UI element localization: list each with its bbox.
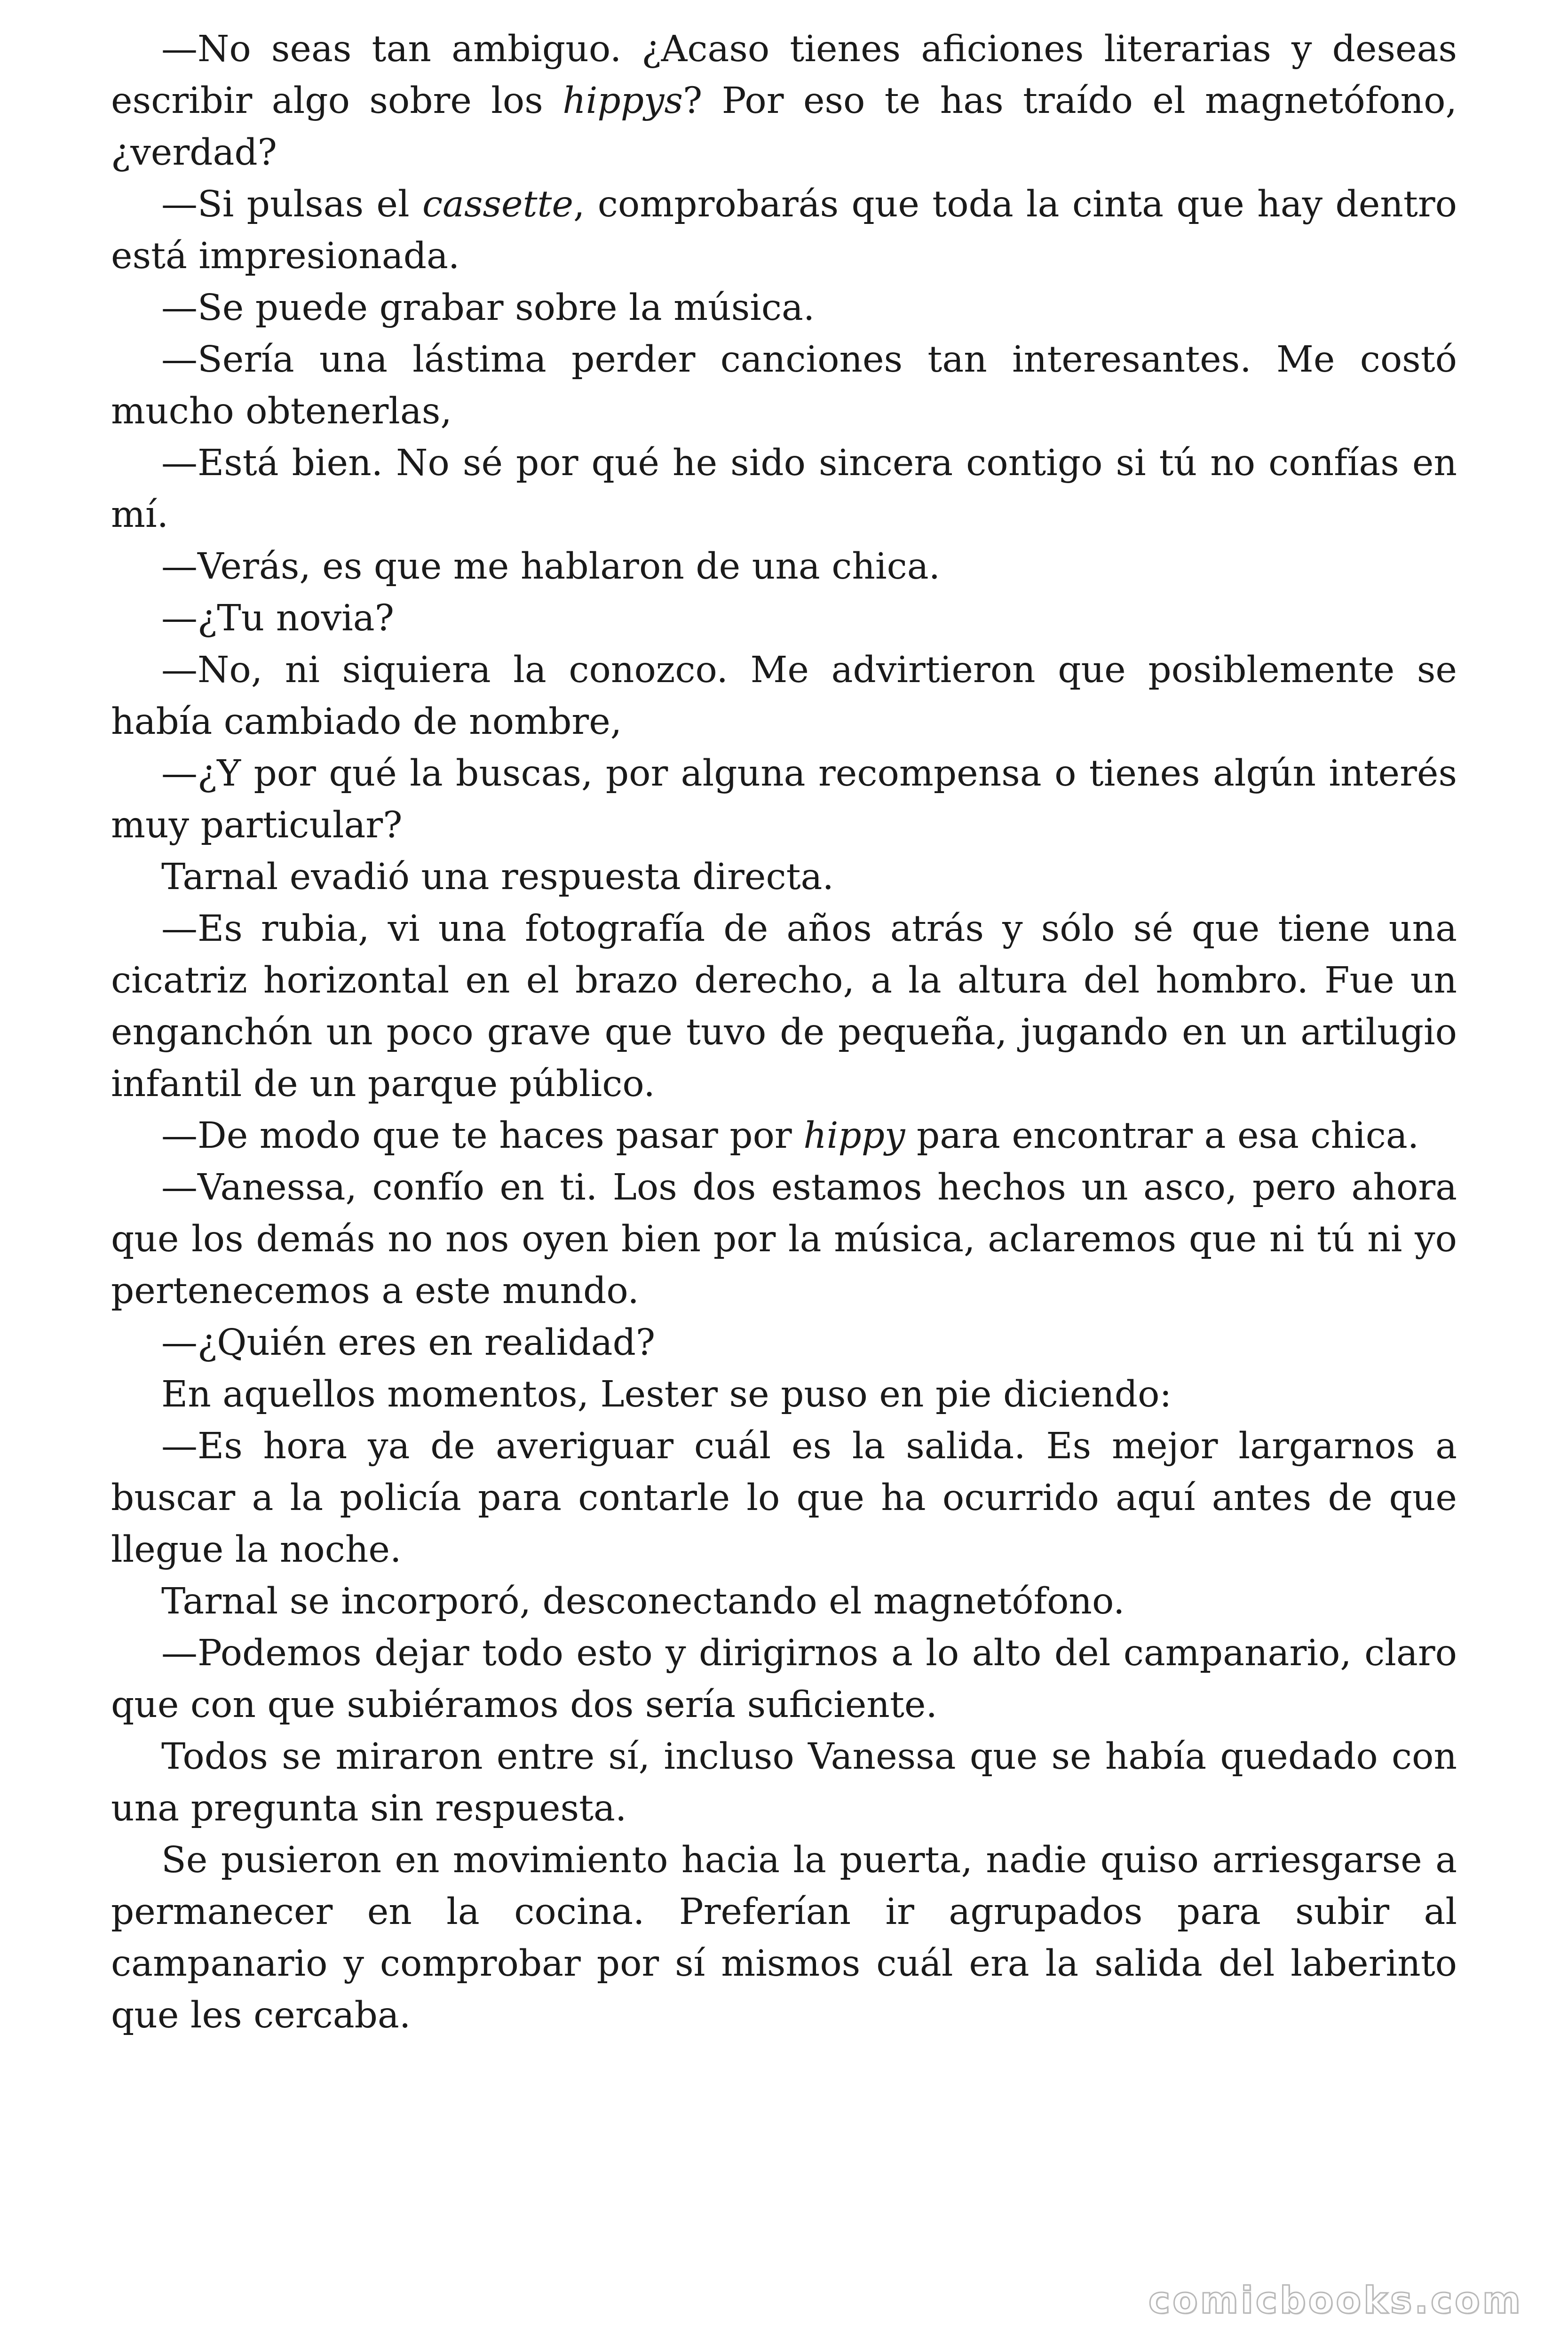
paragraph: [111, 1369, 1457, 1421]
paragraph: [111, 437, 1457, 541]
text-run: , comprobarás que toda la cinta que hay dentro está impresionada.: [111, 183, 1457, 277]
text-run: —No seas tan ambiguo. ¿Acaso tienes aficiones literarias y deseas escribir algo sobre los: [111, 28, 1457, 122]
paragraph: [111, 179, 1457, 282]
paragraph: [111, 903, 1457, 1110]
paragraph: [111, 1835, 1457, 2042]
text-run: —Es rubia, vi una fotografía de años atrás y sólo sé que tiene una cicatriz horizontal en el brazo derecho, a la altura del hombro. Fue un enganchón un poco grave que tuvo de pequeña, jugando en un artilugio infantil de un parque público.: [111, 908, 1457, 1105]
italic-text: hippys: [562, 80, 683, 122]
paragraph: [111, 541, 1457, 593]
text-run: —Podemos dejar todo esto y dirigirnos a lo alto del campanario, claro que con que subiéramos dos sería suficiente.: [111, 1632, 1457, 1726]
paragraph: [111, 24, 1457, 179]
paragraph: [111, 282, 1457, 334]
paragraph: [111, 1317, 1457, 1369]
paragraph: [111, 1162, 1457, 1317]
paragraph: [111, 1628, 1457, 1731]
text-run: —Sería una lástima perder canciones tan interesantes. Me costó mucho obtenerlas,: [111, 339, 1457, 432]
text-run: Todos se miraron entre sí, incluso Vanessa que se había quedado con una pregunta sin respuesta.: [111, 1736, 1457, 1829]
paragraph: [111, 1576, 1457, 1628]
text-run: Tarnal se incorporó, desconectando el magnetófono.: [161, 1581, 1125, 1622]
text-run: —¿Y por qué la buscas, por alguna recompensa o tienes algún interés muy particular?: [111, 753, 1457, 846]
paragraph: [111, 334, 1457, 437]
text-run: —De modo que te haces pasar por: [161, 1115, 804, 1157]
text-run: —Está bien. No sé por qué he sido sincera contigo si tú no confías en mí.: [111, 442, 1457, 536]
italic-text: hippy: [803, 1115, 905, 1157]
text-run: En aquellos momentos, Lester se puso en pie diciendo:: [161, 1374, 1172, 1415]
page-text: [111, 24, 1457, 2042]
paragraph: [111, 1731, 1457, 1835]
text-run: —Es hora ya de averiguar cuál es la salida. Es mejor largarnos a buscar a la policía para contarle lo que ha ocurrido aquí antes de que llegue la noche.: [111, 1425, 1457, 1571]
text-run: Tarnal evadió una respuesta directa.: [161, 856, 834, 898]
text-run: Se pusieron en movimiento hacia la puerta, nadie quiso arriesgarse a permanecer en la cocina. Preferían ir agrupados para subir al campanario y comprobar por sí mismos cuál era la salida del laberinto que les cercaba.: [111, 1839, 1457, 2036]
text-run: ? Por eso te has traído el magnetófono, ¿verdad?: [111, 80, 1457, 174]
text-run: —Si pulsas el: [161, 183, 422, 225]
text-run: —¿Quién eres en realidad?: [161, 1322, 656, 1364]
text-run: —Vanessa, confío en ti. Los dos estamos hechos un asco, pero ahora que los demás no nos oyen bien por la música, aclaremos que ni tú ni yo pertenecemos a este mundo.: [111, 1167, 1457, 1312]
text-run: —¿Tu novia?: [161, 597, 394, 639]
paragraph: [111, 1110, 1457, 1162]
italic-text: cassette: [422, 183, 574, 225]
paragraph: [111, 748, 1457, 851]
watermark: comicbooks.com: [1148, 2280, 1523, 2322]
paragraph: [111, 644, 1457, 748]
text-run: —Se puede grabar sobre la música.: [161, 287, 815, 329]
paragraph: [111, 593, 1457, 644]
text-run: para encontrar a esa chica.: [905, 1115, 1419, 1157]
text-run: —No, ni siquiera la conozco. Me advirtieron que posiblemente se había cambiado de nombre,: [111, 649, 1457, 743]
text-run: —Verás, es que me hablaron de una chica.: [161, 546, 941, 588]
paragraph: [111, 851, 1457, 903]
paragraph: [111, 1421, 1457, 1576]
